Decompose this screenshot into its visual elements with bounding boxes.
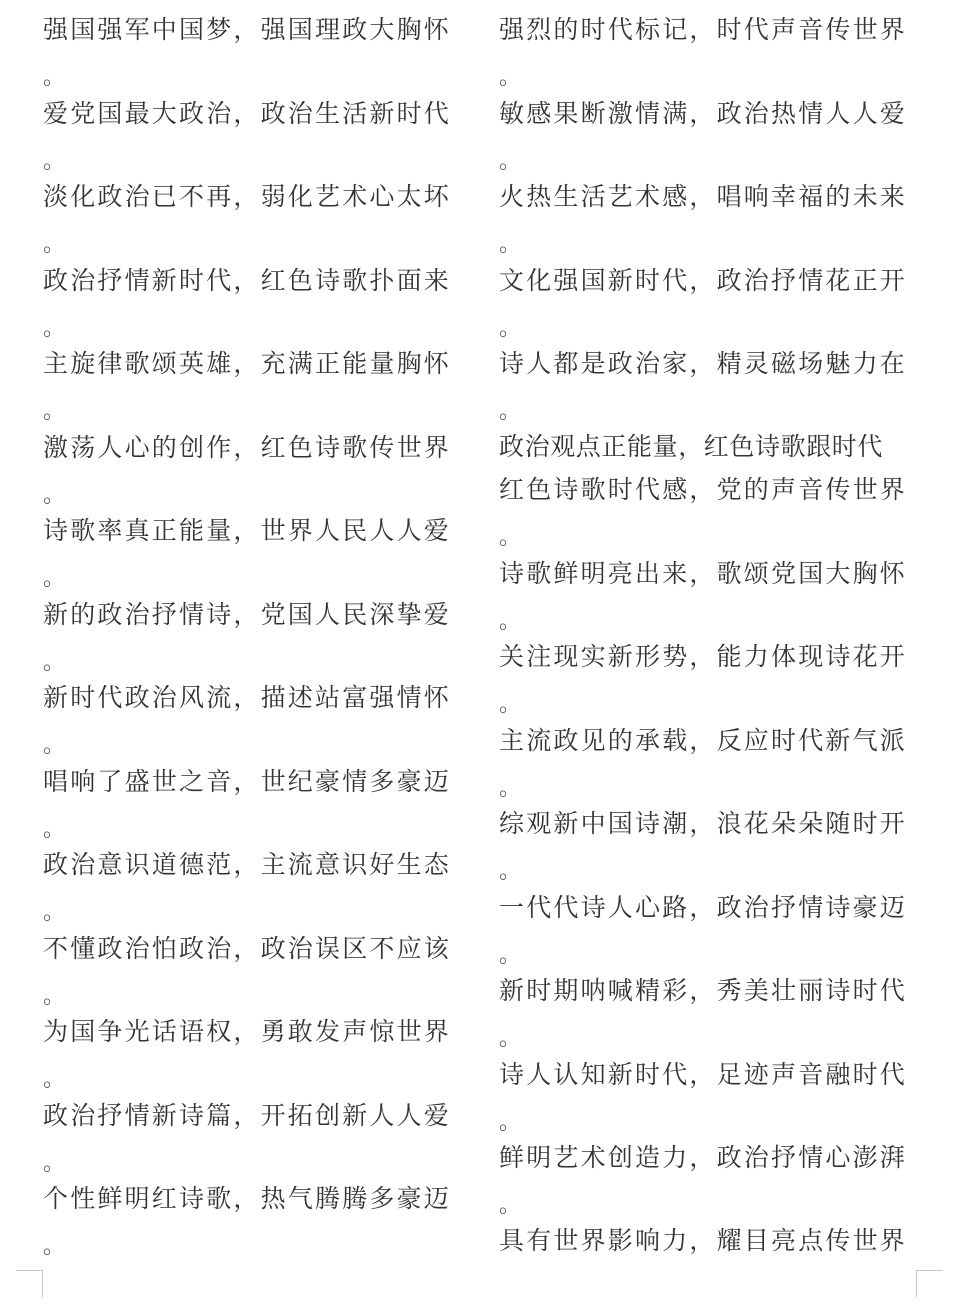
full-stop-mark: 。 <box>43 649 66 675</box>
full-stop-mark: 。 <box>43 733 66 758</box>
verse-line: 主旋律歌颂英雄，充满正能量胸怀 <box>43 349 452 378</box>
full-stop-mark: 。 <box>43 983 66 1009</box>
verse-line: 综观新中国诗潮，浪花朵朵随时开 <box>499 809 908 838</box>
verse-line: 诗歌鲜明亮出来，歌颂党国大胸怀 <box>499 558 908 588</box>
verse-line: 一代代诗人心路，政治抒情诗豪迈 <box>499 892 908 922</box>
verse-line: 红色诗歌时代感，党的声音传世界 <box>499 475 908 504</box>
verse-line: 新的政治抒情诗，党国人民深挚爱 <box>43 599 452 629</box>
verse-line: 不懂政治怕政治，政治误区不应该 <box>43 933 452 963</box>
full-stop-mark: 。 <box>499 608 522 634</box>
verse-line: 政治抒情新诗篇，开拓创新人人爱 <box>43 1100 452 1130</box>
full-stop-mark: 。 <box>499 942 522 968</box>
full-stop-mark: 。 <box>43 399 66 424</box>
full-stop-mark: 。 <box>43 1150 66 1176</box>
full-stop-mark: 。 <box>499 775 522 801</box>
full-stop-mark: 。 <box>43 816 66 842</box>
verse-line: 鲜明艺术创造力，政治抒情心澎湃 <box>499 1143 908 1172</box>
verse-line: 诗人认知新时代，足迹声音融时代 <box>499 1059 908 1089</box>
verse-line: 爱党国最大政治，政治生活新时代 <box>43 98 452 128</box>
full-stop-mark: 。 <box>43 1234 66 1259</box>
full-stop-mark: 。 <box>499 859 522 884</box>
full-stop-mark: 。 <box>499 232 522 257</box>
verse-line: 新时期呐喊精彩，秀美壮丽诗时代 <box>499 976 908 1005</box>
verse-line: 文化强国新时代，政治抒情花正开 <box>499 265 908 295</box>
full-stop-mark: 。 <box>43 482 66 508</box>
verse-line: 激荡人心的创作，红色诗歌传世界 <box>43 432 452 462</box>
full-stop-mark: 。 <box>43 900 66 925</box>
page-corner-mark-right <box>916 1270 943 1297</box>
verse-line: 淡化政治已不再，弱化艺术心太坏 <box>43 182 452 211</box>
verse-line: 强烈的时代标记，时代声音传世界 <box>499 15 908 44</box>
verse-line: 关注现实新形势，能力体现诗花开 <box>499 642 908 671</box>
full-stop-mark: 。 <box>499 1109 522 1135</box>
full-stop-mark: 。 <box>499 1026 522 1051</box>
full-stop-mark: 。 <box>43 315 66 341</box>
full-stop-mark: 。 <box>499 1193 522 1218</box>
full-stop-mark: 。 <box>499 525 522 550</box>
full-stop-mark: 。 <box>499 692 522 717</box>
verse-line: 政治观点正能量，红色诗歌跟时代 <box>499 432 884 461</box>
full-stop-mark: 。 <box>43 566 66 591</box>
verse-line: 为国争光话语权，勇敢发声惊世界 <box>43 1017 452 1046</box>
page-corner-mark-left <box>16 1270 43 1297</box>
verse-line: 火热生活艺术感，唱响幸福的未来 <box>499 182 908 211</box>
verse-line: 政治意识道德范，主流意识好生态 <box>43 850 452 879</box>
full-stop-mark: 。 <box>499 65 522 90</box>
full-stop-mark: 。 <box>43 232 66 257</box>
full-stop-mark: 。 <box>499 148 522 174</box>
verse-line: 个性鲜明红诗歌，热气腾腾多豪迈 <box>43 1184 452 1213</box>
full-stop-mark: 。 <box>43 148 66 174</box>
verse-line: 主流政见的承载，反应时代新气派 <box>499 725 908 755</box>
full-stop-mark: 。 <box>43 1067 66 1092</box>
full-stop-mark: 。 <box>43 65 66 90</box>
verse-line: 唱响了盛世之音，世纪豪情多豪迈 <box>43 766 452 796</box>
full-stop-mark: 。 <box>499 399 522 424</box>
full-stop-mark: 。 <box>499 315 522 341</box>
verse-line: 强国强军中国梦，强国理政大胸怀 <box>43 15 452 44</box>
verse-line: 具有世界影响力，耀目亮点传世界 <box>499 1226 908 1255</box>
verse-line: 新时代政治风流，描述站富强情怀 <box>43 683 452 712</box>
verse-line: 诗歌率真正能量，世界人民人人爱 <box>43 516 452 545</box>
verse-line: 政治抒情新时代，红色诗歌扑面来 <box>43 265 452 295</box>
verse-line: 敏感果断激情满，政治热情人人爱 <box>499 98 908 128</box>
verse-line: 诗人都是政治家，精灵磁场魅力在 <box>499 349 908 378</box>
